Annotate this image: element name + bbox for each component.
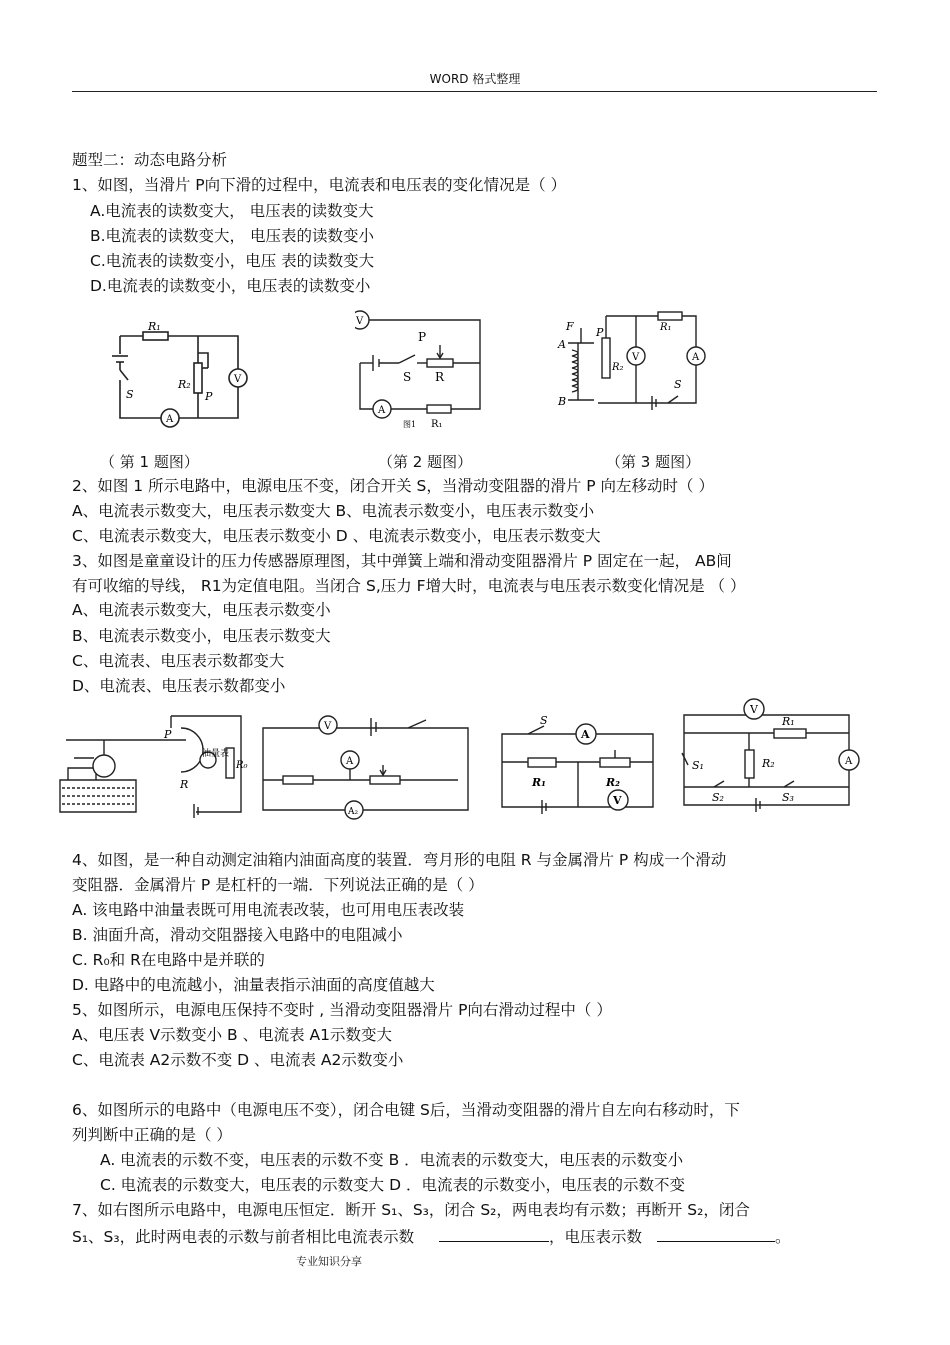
f4-r-label: R	[180, 778, 189, 791]
q1-option-b: B.电流表的读数变大， 电压表的读数变小	[90, 227, 374, 245]
f2-voltmeter-label: V	[356, 316, 364, 327]
caption-fig3: （第 3 题图）	[606, 453, 701, 471]
q4-option-a: A. 该电路中油量表既可用电流表改装，也可用电压表改装	[72, 901, 465, 919]
q1-stem: 1、如图，当滑片 P向下滑的过程中，电流表和电压表的变化情况是（ ）	[72, 176, 567, 194]
f7-ammeter-label: A	[845, 756, 853, 767]
f4-p-label: P	[164, 728, 172, 741]
figure-4-oil-gauge	[56, 708, 256, 820]
figure-6-circuit	[488, 712, 663, 820]
figure-3-circuit	[556, 308, 714, 416]
f6-s-label: S	[540, 714, 548, 727]
f2-p-label: P	[418, 330, 427, 344]
q5-stem: 5、如图所示，电源电压保持不变时 , 当滑动变阻器滑片 P向右滑动过程中（ ）	[72, 1001, 612, 1019]
caption-fig1: （ 第 1 题图）	[100, 453, 199, 471]
q3-option-b: B、电流表示数变小，电压表示数变大	[72, 627, 331, 645]
q2-stem: 2、如图 1 所示电路中，电源电压不变，闭合开关 S，当滑动变阻器的滑片 P 向左移动时（ ）	[72, 477, 714, 495]
f4-gauge-label: 油量表	[202, 749, 230, 759]
q4-option-c: C. R₀和 R在电路中是并联的	[72, 951, 265, 969]
f3-voltmeter-label: V	[632, 352, 640, 363]
f2-ammeter-label: A	[378, 405, 386, 416]
figure-1-circuit	[98, 318, 258, 428]
q1-option-d: D.电流表的读数变小，电压表的读数变小	[90, 277, 371, 295]
q4-option-b: B. 油面升高，滑动交阻器接入电路中的电阻减小	[72, 926, 403, 944]
q7-line1: 7、如右图所示电路中，电源电压恒定．断开 S₁、S₃，闭合 S₂，两电表均有示数；再断开 S₂，闭合	[72, 1201, 750, 1219]
f2-tag: 图1	[403, 420, 417, 429]
f7-r2-label: R₂	[762, 757, 775, 770]
q4-option-d: D. 电路中的电流越小，油量表指示油面的高度值越大	[72, 976, 435, 994]
q7-line2	[72, 1225, 791, 1247]
q1-option-a: A.电流表的读数变大， 电压表的读数变大	[90, 202, 374, 220]
figure-7-circuit	[674, 695, 864, 819]
f1-voltmeter-label: V	[234, 374, 242, 385]
q3-line1: 3、如图是童童设计的压力传感器原理图，其中弹簧上端和滑动变阻器滑片 P 固定在一起， AB间	[72, 552, 732, 570]
f2-r-label: R	[435, 370, 445, 384]
header-rule	[72, 91, 877, 92]
f6-voltmeter-label: V	[613, 794, 622, 807]
f1-r1-label: R₁	[148, 320, 161, 333]
f3-s-label: S	[674, 378, 682, 391]
q7-text-b: ，电压表示数	[549, 1228, 643, 1246]
f3-f-label: F	[566, 320, 574, 333]
q6-line1: 6、如图所示的电路中（电源电压不变），闭合电键 S后，当滑动变阻器的滑片自左向右移动时，下	[72, 1101, 740, 1119]
f6-r1-label: R₁	[532, 776, 546, 789]
f2-s-label: S	[403, 370, 412, 384]
f3-ammeter-label: A	[692, 352, 700, 363]
figure-5-circuit	[258, 710, 473, 820]
q3-line2: 有可收缩的导线， R1为定值电阻。当闭合 S,压力 F增大时，电流表与电压表示数变化情况是 （ ）	[72, 577, 746, 595]
f1-ammeter-label: A	[166, 414, 174, 425]
f3-r1-label: R₁	[660, 322, 672, 333]
f5-ammeter2-label: A₂	[348, 807, 359, 817]
f4-r0-label: R₀	[236, 760, 248, 771]
f3-a-point: A	[558, 338, 566, 351]
f3-p-label: P	[596, 326, 604, 339]
q6-options-row1: A. 电流表的示数不变，电压表的示数不变 B ．电流表的示数变大，电压表的示数变小	[100, 1151, 684, 1169]
f6-ammeter-label: A	[581, 728, 590, 741]
f5-voltmeter-label: V	[324, 721, 332, 732]
f3-b-point: B	[558, 395, 567, 408]
q3-option-c: C、电流表、电压表示数都变大	[72, 652, 285, 670]
f7-s3-label: S₃	[782, 791, 794, 804]
q5-options-row2: C、电流表 A2示数不变 D 、电流表 A2示数变小	[72, 1051, 404, 1069]
caption-fig2: （第 2 题图）	[378, 453, 473, 471]
f7-s2-label: S₂	[712, 791, 724, 804]
q5-options-row1: A、电压表 V示数变小 B 、电流表 A1示数变大	[72, 1026, 393, 1044]
f7-s1-label: S₁	[692, 759, 704, 772]
page-footer: 专业知识分享	[296, 1255, 362, 1268]
f3-r2-label: R₂	[612, 362, 624, 373]
q7-text-a: S₁、S₃，此时两电表的示数与前者相比电流表示数	[72, 1228, 415, 1246]
f7-voltmeter-label: V	[750, 703, 758, 716]
q2-options-row2: C、电流表示数变大，电压表示数变小 D 、电流表示数变小，电压表示数变大	[72, 527, 601, 545]
f7-r1-label: R₁	[782, 715, 795, 728]
q4-line2: 变阻器．金属滑片 P 是杠杆的一端．下列说法正确的是（ ）	[72, 876, 484, 894]
q1-option-c: C.电流表的读数变小，电压 表的读数变大	[90, 252, 375, 270]
f1-s-label: S	[126, 388, 134, 401]
f6-r2-label: R₂	[606, 776, 620, 789]
f5-ammeter-label: A	[346, 756, 354, 767]
f2-r1-label: R₁	[431, 419, 443, 430]
f1-r2-label: R₂	[178, 378, 191, 391]
q7-text-c: 。	[775, 1228, 791, 1246]
q6-line2: 列判断中正确的是（ ）	[72, 1126, 232, 1144]
q7-voltage-blank[interactable]	[657, 1225, 775, 1242]
q3-option-a: A、电流表示数变大，电压表示数变小	[72, 601, 331, 619]
q7-current-blank[interactable]	[439, 1225, 549, 1242]
f1-p-label: P	[205, 390, 213, 403]
figure-2-circuit	[355, 305, 485, 430]
q4-line1: 4、如图，是一种自动测定油箱内油面高度的装置．弯月形的电阻 R 与金属滑片 P 构成一个滑动	[72, 851, 727, 869]
q3-option-d: D、电流表、电压表示数都变小	[72, 677, 286, 695]
section-title: 题型二：动态电路分析	[72, 151, 228, 169]
page-header: WORD 格式整理	[429, 72, 521, 86]
q6-options-row2: C. 电流表的示数变大，电压表的示数变大 D ．电流表的示数变小，电压表的示数不变	[100, 1176, 685, 1194]
q2-options-row1: A、电流表示数变大，电压表示数变大 B、电流表示数变小，电压表示数变小	[72, 502, 595, 520]
